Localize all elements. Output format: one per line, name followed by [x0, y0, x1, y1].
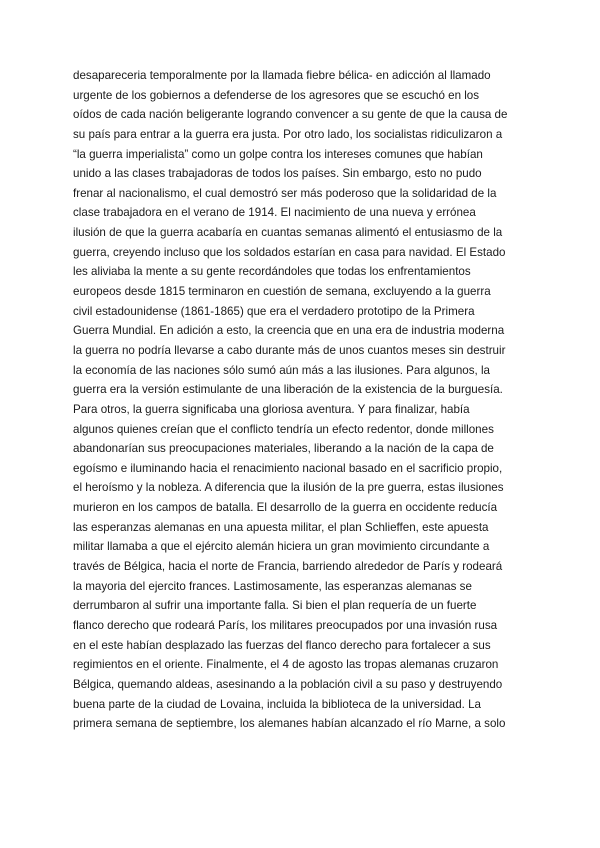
text-line: civil estadounidense (1861-1865) que era el verdadero prototipo de la Primera [73, 304, 475, 318]
text-line: “la guerra imperialista” como un golpe contra los intereses comunes que habían [73, 147, 483, 161]
text-line: les aliviaba la mente a su gente recordándoles que todas los enfrentamientos [73, 265, 471, 279]
text-line: urgente de los gobiernos a defenderse de los agresores que se escuchó en los [73, 88, 480, 102]
text-line: desapareceria temporalmente por la llamada fiebre bélica- en adicción al llamado [73, 69, 491, 82]
text-line: guerra, creyendo incluso que los soldados estarían en casa para navidad. El Estado [73, 245, 506, 259]
text-line: en el este habían desplazado las fuerzas del flanco derecho para fortalecer a sus [73, 638, 491, 652]
text-line: Para otros, la guerra significaba una gloriosa aventura. Y para finalizar, había [73, 402, 470, 416]
text-line: ilusión de que la guerra acabaría en cuantas semanas alimentó el entusiasmo de la [73, 226, 503, 240]
text-line: oídos de cada nación beligerante logrando convencer a su gente de que la causa de [73, 108, 508, 122]
text-line: clase trabajadora en el verano de 1914. El nacimiento de una nueva y errónea [73, 206, 476, 220]
text-line: la mayoria del ejercito frances. Lastimosamente, las esperanzas alemanas se [73, 579, 472, 593]
text-line: el heroísmo y la nobleza. A diferencia que la ilusión de la pre guerra, estas ilusiones [73, 481, 504, 495]
text-line: Guerra Mundial. En adición a esto, la creencia que en una era de industria moderna [73, 324, 505, 338]
text-line: abandonarían sus preocupaciones materiales, liberando a la nación de la capa de [73, 442, 494, 456]
text-line: través de Bélgica, hacia el norte de Francia, barriendo alrededor de París y rodeará [73, 560, 503, 574]
text-line: Bélgica, quemando aldeas, asesinando a la población civil a su paso y destruyendo [73, 677, 503, 691]
text-line: murieron en los campos de batalla. El desarrollo de la guerra en occidente reducía [73, 501, 498, 515]
text-line: primera semana de septiembre, los alemanes habían alcanzado el río Marne, a solo [73, 717, 506, 731]
text-line: guerra era la versión estimulante de una liberación de la existencia de la burguesía. [73, 383, 503, 397]
text-line: derrumbaron al sufrir una importante falla. Si bien el plan requería de un fuerte [73, 599, 477, 613]
text-line: la economía de las naciones sólo sumó aún más a las ilusiones. Para algunos, la [73, 363, 490, 377]
text-line: su país para entrar a la guerra era justa. Por otro lado, los socialistas ridiculizaron a [73, 127, 503, 141]
text-line: buena parte de la ciudad de Lovaina, incluida la biblioteca de la universidad. La [73, 697, 482, 711]
text-line: europeos desde 1815 terminaron en cuestión de semana, excluyendo a la guerra [73, 285, 491, 299]
body-paragraph [73, 66, 533, 734]
text-line: la guerra no podría llevarse a cabo durante más de unos cuantos meses sin destruir [73, 343, 506, 357]
text-line: unido a las clases trabajadoras de todos los países. Sin embargo, esto no pudo [73, 167, 482, 181]
text-line: algunos quienes creían que el conflicto tendría un efecto redentor, donde millones [73, 422, 494, 436]
text-line: las esperanzas alemanas en una apuesta militar, el plan Schlieffen, este apuesta [73, 520, 489, 534]
text-line: frenar al nacionalismo, el cual demostró ser más poderoso que la solidaridad de la [73, 186, 497, 200]
text-line: flanco derecho que rodeará París, los militares preocupados por una invasión rusa [73, 618, 498, 632]
text-line: regimientos en el oriente. Finalmente, el 4 de agosto las tropas alemanas cruzaron [73, 658, 499, 672]
text-line: egoísmo e iluminando hacia el renacimiento nacional basado en el sacrificio propio, [73, 461, 503, 475]
text-line: militar llamaba a que el ejército alemán hiciera un gran movimiento circundante a [73, 540, 490, 554]
